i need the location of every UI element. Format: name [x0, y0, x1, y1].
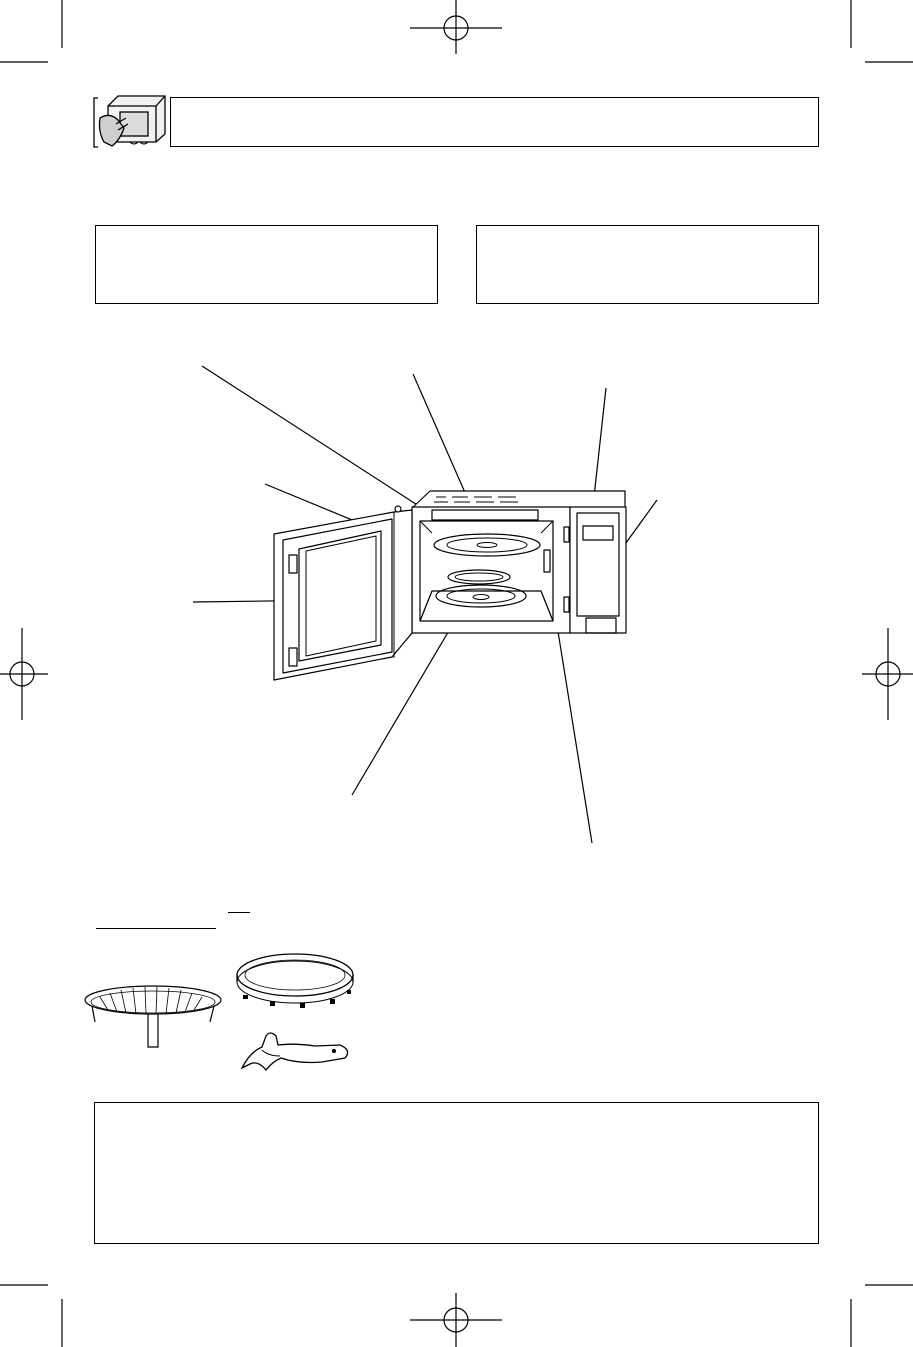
cooking-rack-icon: [85, 986, 221, 1047]
tray-lifter-icon: [242, 1033, 348, 1070]
roller-ring-icon: [237, 954, 353, 1008]
notice-box: [94, 1102, 819, 1244]
registration-target-icon: [410, 1293, 502, 1347]
